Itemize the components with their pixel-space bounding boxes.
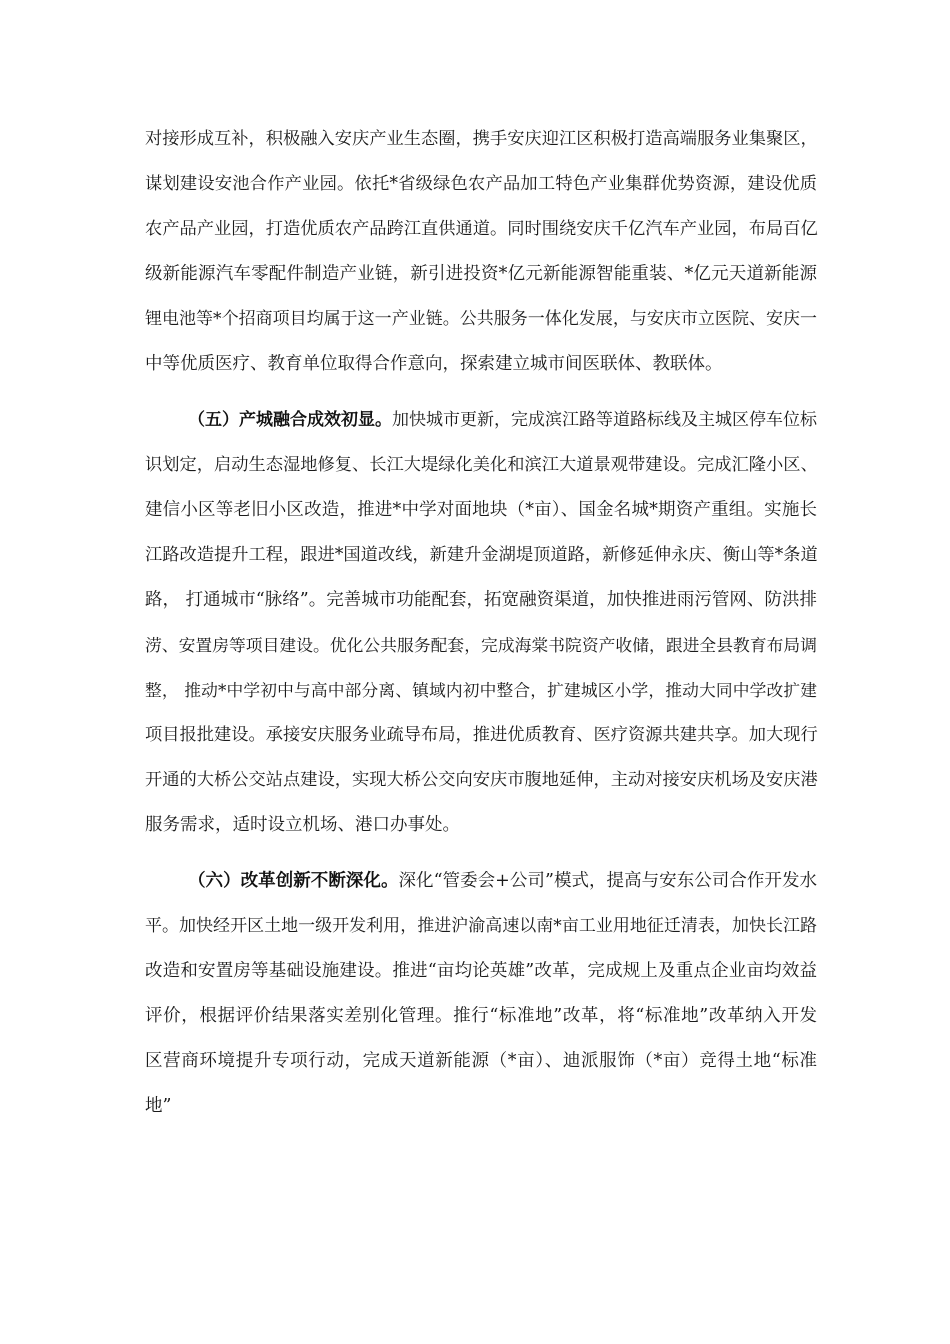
text-line: 对接形成互补，积极融入安庆产业生态圈，携手安庆迎江区积极打造高端服务业集聚区， (145, 129, 818, 149)
section-five-first-line-text: 加快城市更新，完成滨江路等道路标线及主城区停车位标 (392, 410, 817, 430)
text-line: 建信小区等老旧小区改造，推进*中学对面地块（*亩）、国金名城*期资产重组。实施长 (145, 500, 817, 520)
text-line: 服务需求，适时设立机场、港口办事处。 (145, 815, 460, 835)
text-line: 江路改造提升工程，跟进*国道改线，新建升金湖堤顶道路，新修延伸永庆、衡山等*条道 (145, 545, 818, 565)
text-line: 识划定，启动生态湿地修复、长江大堤绿化美化和滨江大道景观带建设。完成汇隆小区、 (145, 455, 818, 475)
text-line: 区营商环境提升专项行动，完成天道新能源（*亩）、迪派服饰（*亩）竞得土地“标准 (145, 1051, 817, 1071)
text-line: 整， 推动*中学初中与高中部分离、镇域内初中整合，扩建城区小学，推动大同中学改扩建 (145, 680, 817, 700)
section-five-heading: （五）产城融合成效初显。 (188, 410, 392, 430)
text-line: 涝、安置房等项目建设。优化公共服务配套，完成海棠书院资产收储，跟进全县教育布局调 (145, 635, 817, 655)
text-line: 谋划建设安池合作产业园。依托*省级绿色农产品加工特色产业集群优势资源，建设优质 (145, 174, 817, 194)
section-six-first-line (188, 869, 817, 893)
section-six-heading: （六）改革创新不断深化。 (188, 871, 399, 891)
section-five-first-line (188, 408, 817, 432)
text-line: 开通的大桥公交站点建设，实现大桥公交向安庆市腹地延伸，主动对接安庆机场及安庆港 (145, 770, 818, 790)
text-line: 级新能源汽车零配件制造产业链，新引进投资*亿元新能源智能重装、*亿元天道新能源 (145, 264, 817, 284)
section-six-first-line-text: 深化“管委会+公司”模式，提高与安东公司合作开发水 (398, 871, 817, 891)
text-line: 改造和安置房等基础设施建设。推进“亩均论英雄”改革，完成规上及重点企业亩均效益 (145, 961, 817, 981)
text-line: 锂电池等*个招商项目均属于这一产业链。公共服务一体化发展，与安庆市立医院、安庆一 (145, 309, 817, 329)
text-line: 农产品产业园，打造优质农产品跨江直供通道。同时围绕安庆千亿汽车产业园，布局百亿 (145, 219, 818, 239)
text-line: 项目报批建设。承接安庆服务业疏导布局，推进优质教育、医疗资源共建共享。加大现行 (145, 725, 818, 745)
text-line: 路， 打通城市“脉络”。完善城市功能配套，拓宽融资渠道，加快推进雨污管网、防洪排 (145, 590, 817, 610)
text-line: 中等优质医疗、教育单位取得合作意向，探索建立城市间医联体、教联体。 (145, 354, 723, 374)
text-line: 地” (145, 1096, 172, 1116)
text-line: 平。加快经开区土地一级开发利用，推进沪渝高速以南*亩工业用地征迁清表，加快长江路 (145, 916, 817, 936)
text-line: 评价，根据评价结果落实差别化管理。推行“标准地”改革，将“标准地”改革纳入开发 (145, 1006, 817, 1026)
